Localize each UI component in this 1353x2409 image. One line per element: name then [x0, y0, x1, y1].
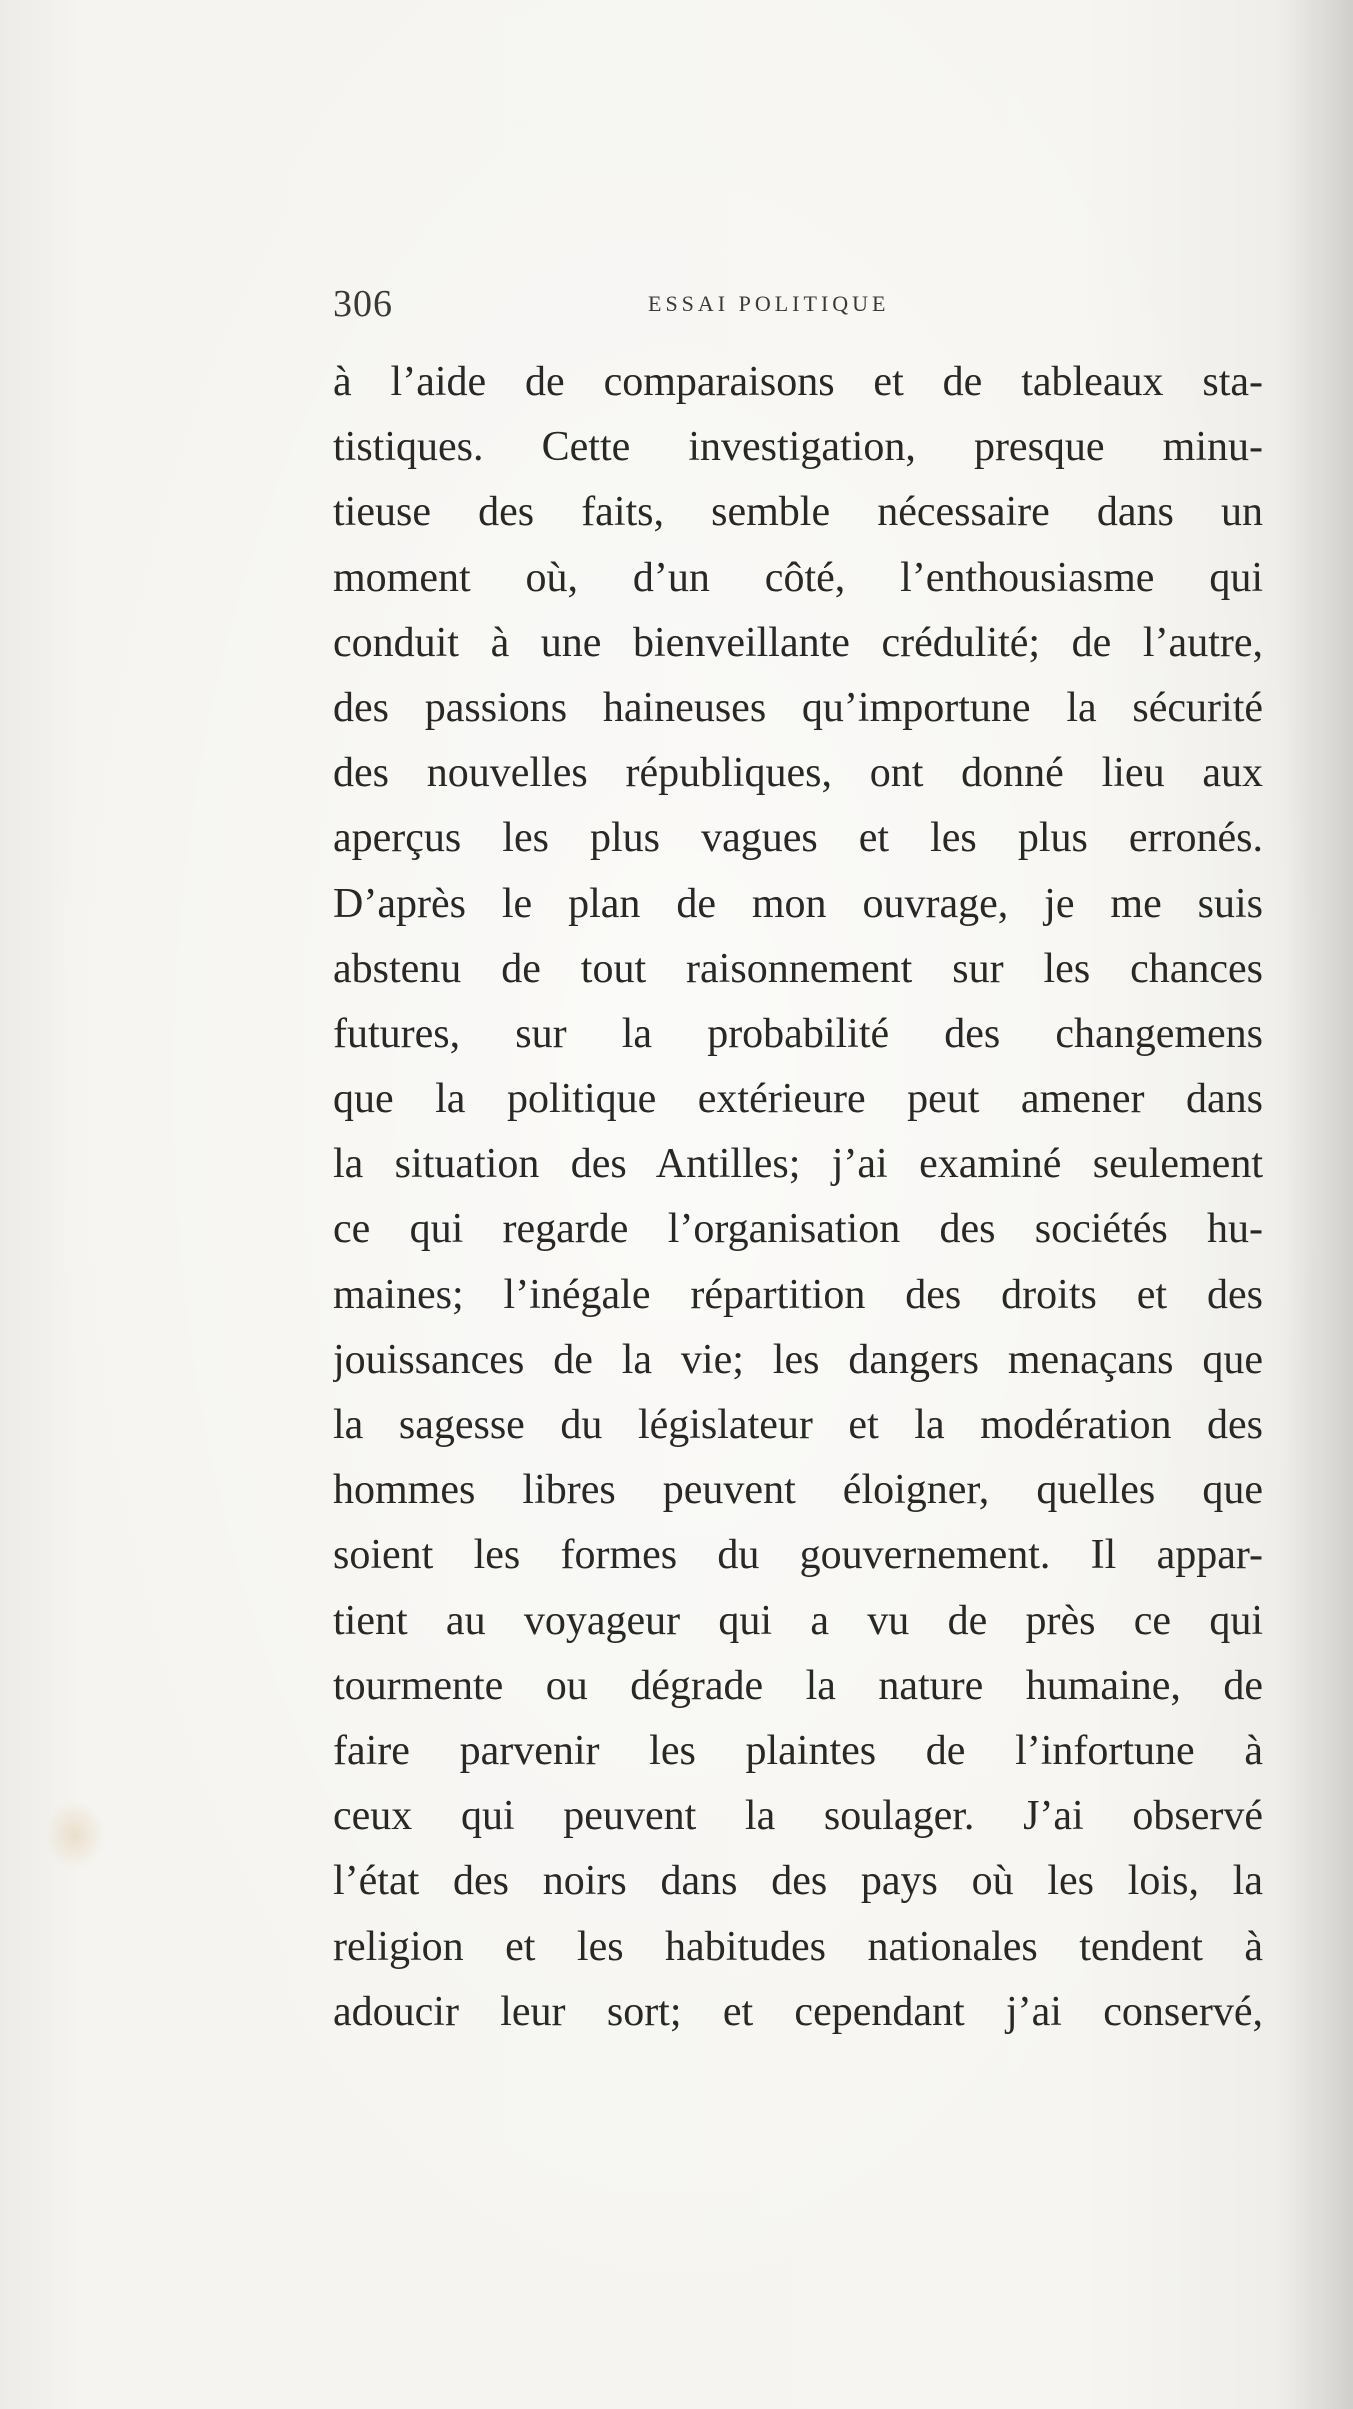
text-line: futures, sur la probabilité des changemens — [333, 1010, 1263, 1057]
text-line: à l’aide de comparaisons et de tableaux sta- — [333, 359, 1263, 405]
text-line: maines; l’inégale répartition des droits et des — [333, 1271, 1263, 1318]
text-line: tient au voyageur qui a vu de près ce qui — [333, 1597, 1263, 1644]
text-line: des passions haineuses qu’importune la sécurité — [333, 684, 1263, 731]
page-number: 306 — [333, 283, 393, 325]
body-text — [333, 350, 1263, 2045]
text-line: jouissances de la vie; les dangers menaçans que — [333, 1336, 1263, 1383]
text-line: l’état des noirs dans des pays où les lois, la — [333, 1858, 1263, 1905]
text-line: adoucir leur sort; et cependant j’ai conservé, — [333, 1988, 1263, 2035]
text-line: faire parvenir les plaintes de l’infortune à — [333, 1727, 1263, 1774]
text-line: tistiques. Cette investigation, presque minu- — [333, 424, 1263, 471]
text-line: la sagesse du législateur et la modération des — [333, 1402, 1263, 1448]
paper-stain — [45, 1800, 105, 1870]
running-head: ESSAI POLITIQUE — [648, 291, 890, 316]
text-line: des nouvelles républiques, ont donné lieu aux — [333, 750, 1263, 797]
text-line: que la politique extérieure peut amener dans — [333, 1076, 1263, 1123]
page-edge-shadow — [1283, 0, 1353, 2409]
text-line: religion et les habitudes nationales tendent à — [333, 1923, 1263, 1970]
text-line: ce qui regarde l’organisation des sociétés hu- — [333, 1206, 1263, 1253]
text-line: la situation des Antilles; j’ai examiné seulement — [333, 1141, 1263, 1188]
text-line: tourmente ou dégrade la nature humaine, de — [333, 1662, 1263, 1709]
text-line: ceux qui peuvent la soulager. J’ai observé — [333, 1793, 1263, 1840]
text-line: aperçus les plus vagues et les plus erronés. — [333, 815, 1263, 862]
text-line: abstenu de tout raisonnement sur les chances — [333, 945, 1263, 992]
text-line: D’après le plan de mon ouvrage, je me suis — [333, 880, 1263, 927]
text-line: soient les formes du gouvernement. Il appar- — [333, 1532, 1263, 1579]
text-line: tieuse des faits, semble nécessaire dans un — [333, 489, 1263, 536]
text-line: conduit à une bienveillante crédulité; de l’autre, — [333, 619, 1263, 666]
text-line: moment où, d’un côté, l’enthousiasme qui — [333, 554, 1263, 601]
text-line: hommes libres peuvent éloigner, quelles que — [333, 1467, 1263, 1514]
page-header — [333, 282, 1263, 332]
